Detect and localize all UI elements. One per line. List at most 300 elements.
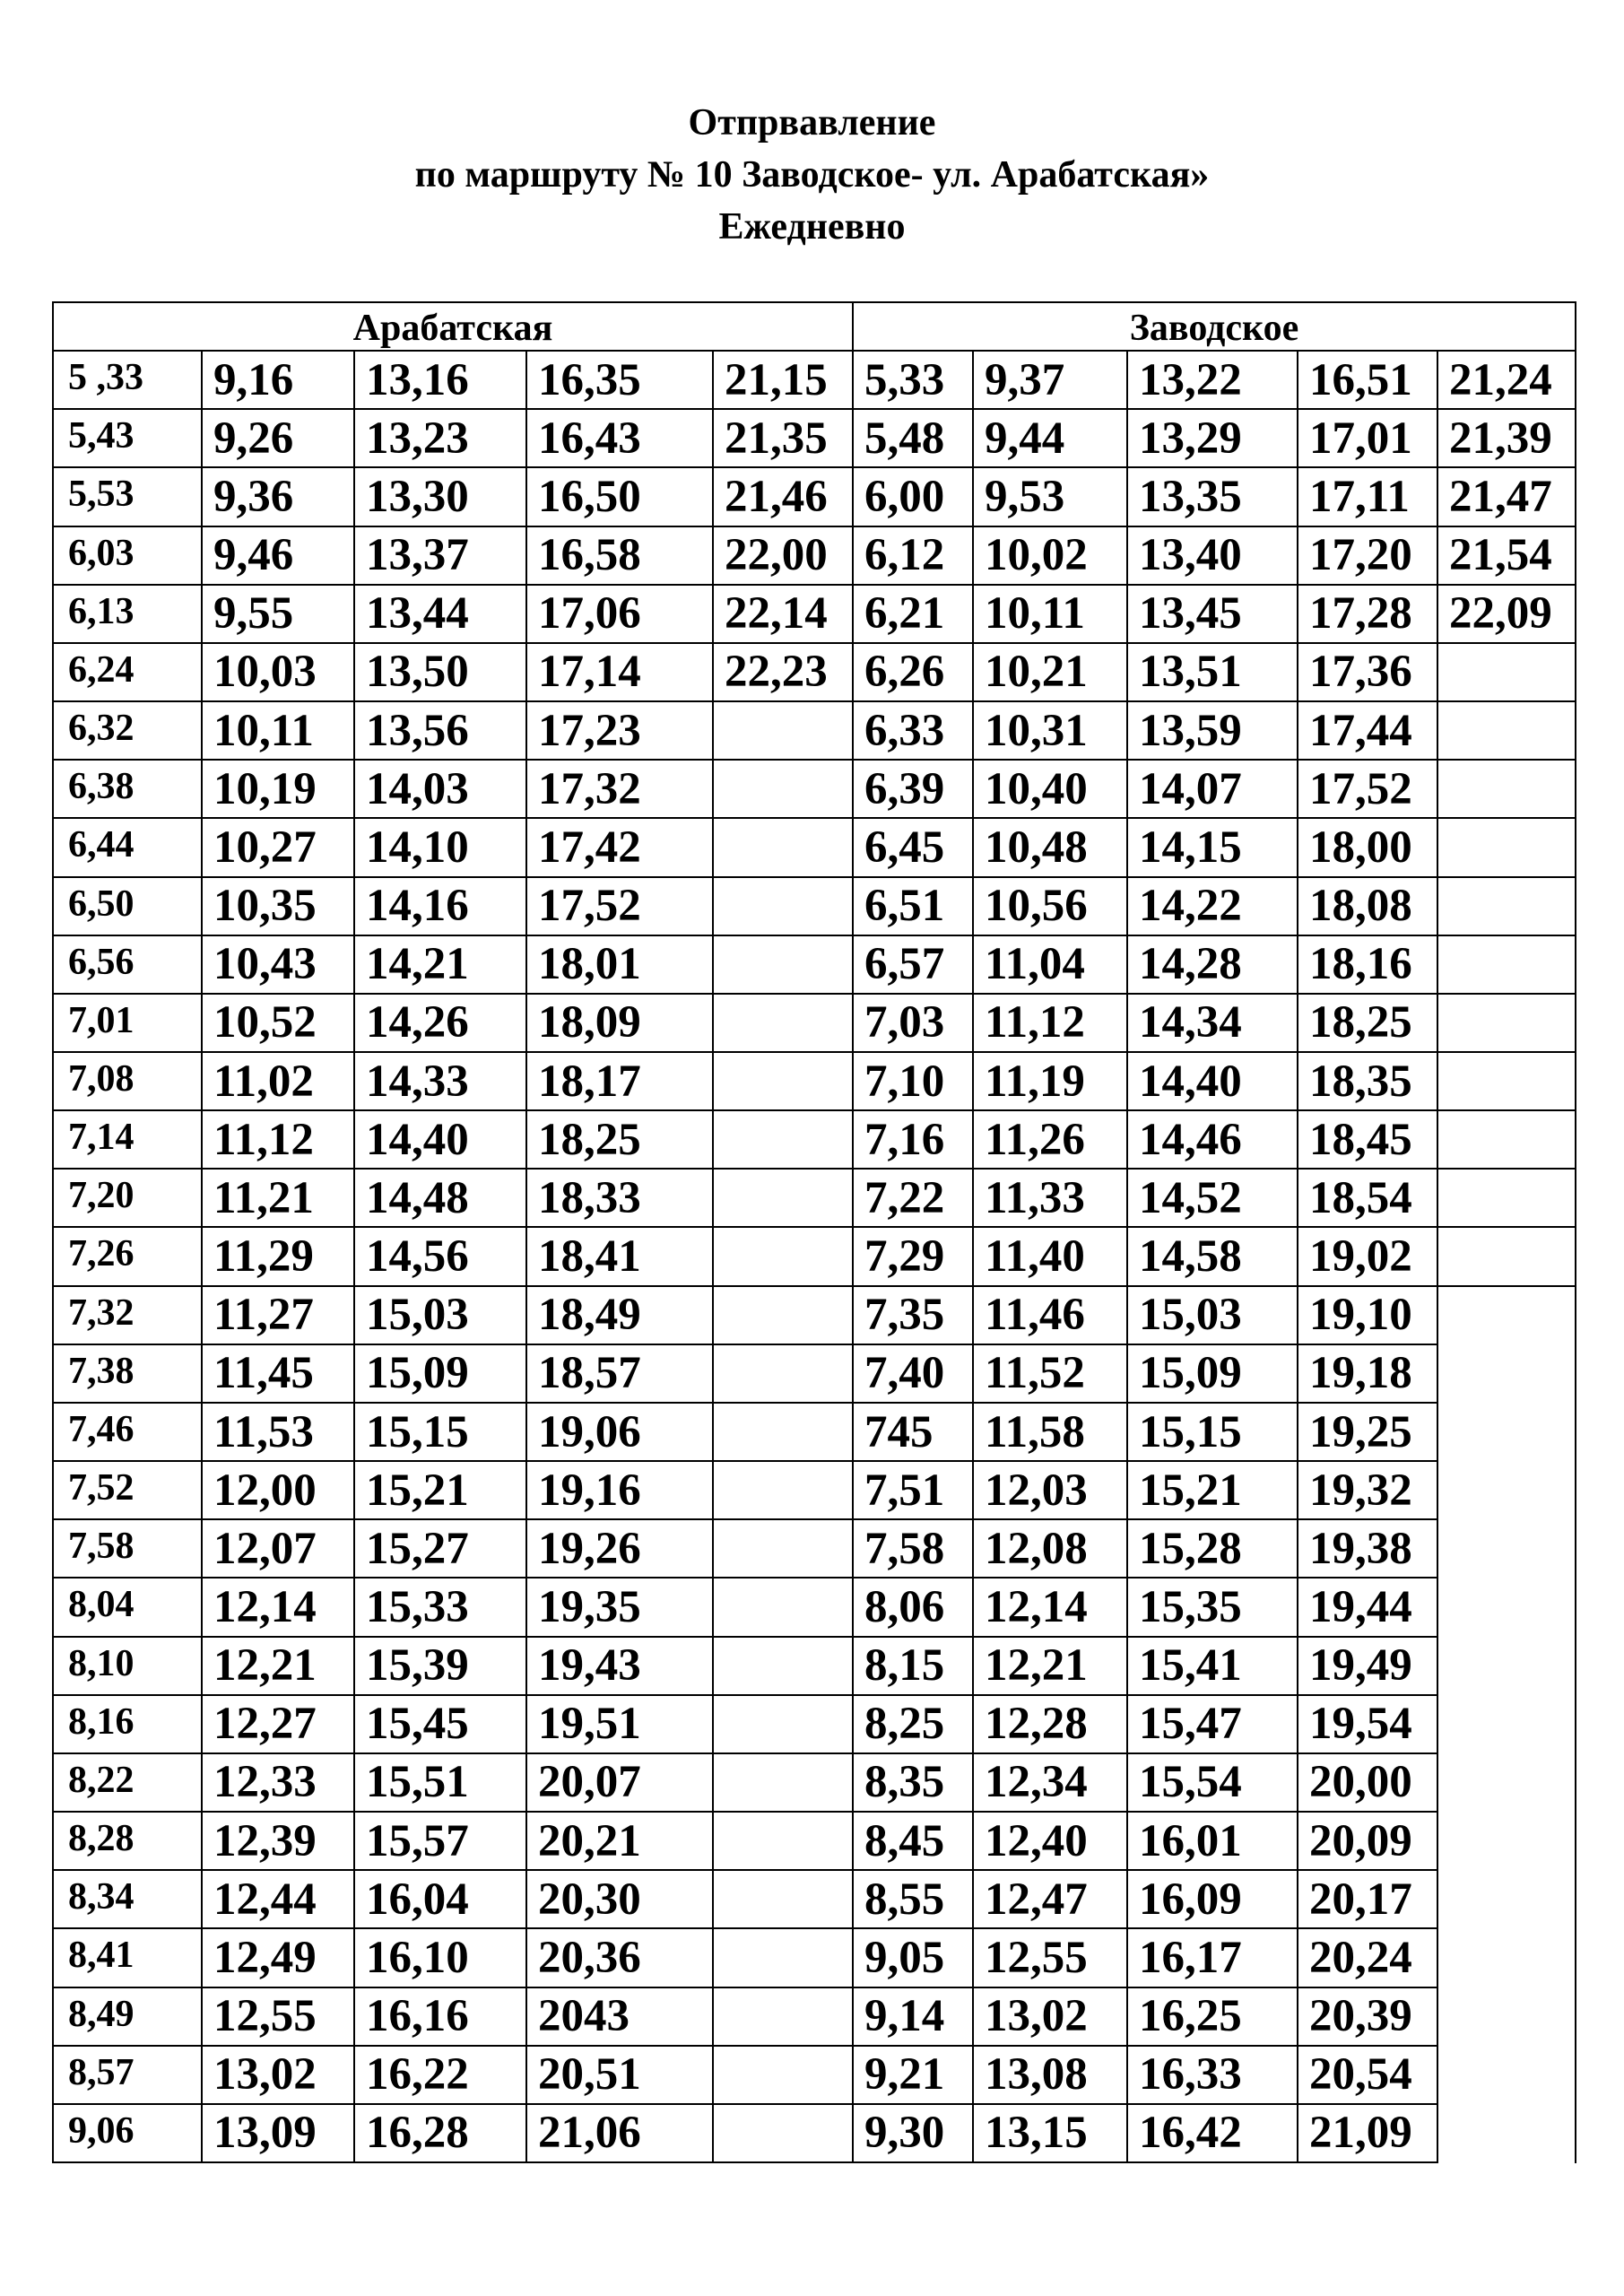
time-cell: 12,55 [202,1987,354,2046]
time-cell: 745 [853,1403,973,1461]
time-cell: 6,26 [853,643,973,701]
time-cell: 8,15 [853,1637,973,1695]
time-cell: 17,28 [1298,585,1437,643]
time-cell: 16,42 [1127,2104,1298,2162]
time-cell: 9,06 [53,2104,202,2162]
time-cell: 10,35 [202,877,354,935]
time-cell [713,1928,853,1987]
time-cell [1437,1227,1576,1285]
time-cell: 14,10 [354,818,526,876]
time-cell: 10,03 [202,643,354,701]
document-title [0,97,1624,253]
time-cell: 8,41 [53,1928,202,1987]
time-cell [1437,1110,1576,1169]
time-cell: 15,03 [354,1286,526,1344]
time-cell: 20,30 [526,1870,713,1928]
time-cell: 11,12 [202,1110,354,1169]
time-cell: 16,22 [354,2046,526,2104]
table-row [53,1987,1576,2046]
time-cell [1437,818,1576,876]
time-cell [1437,1169,1576,1227]
time-cell: 20,39 [1298,1987,1437,2046]
time-cell: 15,15 [1127,1403,1298,1461]
time-cell: 14,16 [354,877,526,935]
time-cell: 12,55 [973,1928,1127,1987]
time-cell: 17,01 [1298,409,1437,467]
table-row [53,1519,1576,1578]
time-cell: 19,32 [1298,1461,1437,1519]
time-cell: 21,06 [526,2104,713,2162]
time-cell: 9,14 [853,1987,973,2046]
time-cell: 10,48 [973,818,1127,876]
time-cell: 20,51 [526,2046,713,2104]
time-cell: 12,33 [202,1753,354,1812]
time-cell: 9,37 [973,351,1127,409]
time-cell: 13,44 [354,585,526,643]
time-cell: 8,06 [853,1578,973,1636]
time-cell: 10,19 [202,760,354,818]
time-cell: 10,21 [973,643,1127,701]
time-cell: 12,49 [202,1928,354,1987]
time-cell: 12,34 [973,1753,1127,1812]
time-cell [1437,643,1576,701]
time-cell: 7,29 [853,1227,973,1285]
time-cell: 15,21 [1127,1461,1298,1519]
time-cell: 12,00 [202,1461,354,1519]
time-cell: 17,52 [526,877,713,935]
time-cell: 6,32 [53,701,202,760]
table-row [53,1928,1576,1987]
table-row [53,1227,1576,1285]
time-cell: 18,57 [526,1344,713,1403]
time-cell [713,818,853,876]
time-cell: 7,52 [53,1461,202,1519]
time-cell: 11,46 [973,1286,1127,1344]
time-cell [713,1461,853,1519]
time-cell [713,1169,853,1227]
time-cell [713,877,853,935]
time-cell: 7,10 [853,1052,973,1110]
time-cell: 14,40 [354,1110,526,1169]
time-cell: 8,28 [53,1812,202,1870]
time-cell: 15,33 [354,1578,526,1636]
time-cell: 14,22 [1127,877,1298,935]
time-cell: 15,47 [1127,1695,1298,1753]
time-cell: 9,55 [202,585,354,643]
title-line-3: Ежедневно [718,206,906,248]
time-cell: 6,24 [53,643,202,701]
table-row [53,2104,1576,2162]
time-cell [713,1812,853,1870]
time-cell: 16,43 [526,409,713,467]
title-line-1: Отпрвавление [688,102,936,144]
table-row [53,1578,1576,1636]
table-row [53,1812,1576,1870]
time-cell: 13,30 [354,467,526,526]
time-cell: 16,01 [1127,1812,1298,1870]
time-cell: 7,58 [853,1519,973,1578]
timetable [52,301,1576,2163]
table-row [53,1637,1576,1695]
time-cell: 10,52 [202,994,354,1052]
time-cell: 20,54 [1298,2046,1437,2104]
time-cell: 13,23 [354,409,526,467]
time-cell: 14,46 [1127,1110,1298,1169]
time-cell: 13,22 [1127,351,1298,409]
table-row [53,1403,1576,1461]
time-cell: 17,23 [526,701,713,760]
time-cell: 8,55 [853,1870,973,1928]
time-cell: 19,38 [1298,1519,1437,1578]
time-cell: 12,47 [973,1870,1127,1928]
time-cell: 15,28 [1127,1519,1298,1578]
time-cell: 21,35 [713,409,853,467]
time-cell: 19,43 [526,1637,713,1695]
time-cell: 11,04 [973,935,1127,994]
time-cell: 7,16 [853,1110,973,1169]
time-cell: 14,40 [1127,1052,1298,1110]
time-cell: 7,40 [853,1344,973,1403]
table-row [53,1753,1576,1812]
time-cell: 8,57 [53,2046,202,2104]
time-cell: 5,48 [853,409,973,467]
time-cell: 8,22 [53,1753,202,1812]
time-cell: 8,49 [53,1987,202,2046]
time-cell: 22,09 [1437,585,1576,643]
time-cell: 9,53 [973,467,1127,526]
time-cell: 9,36 [202,467,354,526]
time-cell: 13,02 [973,1987,1127,2046]
time-cell: 6,44 [53,818,202,876]
timetable-body [53,302,1576,2162]
time-cell: 17,06 [526,585,713,643]
time-cell: 2043 [526,1987,713,2046]
time-cell [713,935,853,994]
time-cell [713,1987,853,2046]
table-row [53,701,1576,760]
time-cell: 6,13 [53,585,202,643]
time-cell: 6,33 [853,701,973,760]
table-row [53,1169,1576,1227]
time-cell: 13,35 [1127,467,1298,526]
time-cell: 12,03 [973,1461,1127,1519]
time-cell: 9,46 [202,526,354,585]
time-cell [713,760,853,818]
time-cell: 14,21 [354,935,526,994]
time-cell: 10,40 [973,760,1127,818]
time-cell: 18,25 [1298,994,1437,1052]
time-cell: 13,08 [973,2046,1127,2104]
empty-cell [1437,2104,1576,2162]
time-cell: 6,03 [53,526,202,585]
table-row [53,877,1576,935]
empty-cell [1437,1637,1576,1695]
time-cell: 13,02 [202,2046,354,2104]
time-cell: 6,21 [853,585,973,643]
time-cell: 19,18 [1298,1344,1437,1403]
time-cell: 19,16 [526,1461,713,1519]
time-cell: 11,40 [973,1227,1127,1285]
time-cell: 16,50 [526,467,713,526]
time-cell: 5 ,33 [53,351,202,409]
time-cell: 8,04 [53,1578,202,1636]
time-cell: 6,56 [53,935,202,994]
table-row [53,643,1576,701]
time-cell: 16,28 [354,2104,526,2162]
time-cell [1437,760,1576,818]
time-cell: 9,44 [973,409,1127,467]
time-cell: 13,29 [1127,409,1298,467]
time-cell: 12,14 [202,1578,354,1636]
time-cell: 19,49 [1298,1637,1437,1695]
time-cell: 12,27 [202,1695,354,1753]
time-cell: 7,46 [53,1403,202,1461]
time-cell: 17,52 [1298,760,1437,818]
time-cell: 12,39 [202,1812,354,1870]
time-cell: 12,44 [202,1870,354,1928]
time-cell: 18,54 [1298,1169,1437,1227]
time-cell: 16,17 [1127,1928,1298,1987]
column-group-arabatskaya: Арабатская [53,302,853,351]
time-cell: 18,35 [1298,1052,1437,1110]
time-cell: 11,27 [202,1286,354,1344]
time-cell: 13,15 [973,2104,1127,2162]
time-cell: 16,16 [354,1987,526,2046]
empty-cell [1437,1578,1576,1636]
time-cell: 14,33 [354,1052,526,1110]
time-cell [713,1519,853,1578]
time-cell: 7,32 [53,1286,202,1344]
time-cell: 17,42 [526,818,713,876]
empty-cell [1437,1812,1576,1870]
time-cell: 9,21 [853,2046,973,2104]
time-cell: 5,43 [53,409,202,467]
time-cell: 8,45 [853,1812,973,1870]
time-cell: 6,45 [853,818,973,876]
time-cell: 14,26 [354,994,526,1052]
empty-cell [1437,1286,1576,1344]
time-cell: 15,41 [1127,1637,1298,1695]
time-cell: 6,38 [53,760,202,818]
time-cell: 18,49 [526,1286,713,1344]
time-cell: 18,33 [526,1169,713,1227]
time-cell: 19,44 [1298,1578,1437,1636]
time-cell: 16,33 [1127,2046,1298,2104]
time-cell: 8,34 [53,1870,202,1928]
time-cell: 6,12 [853,526,973,585]
time-cell: 15,15 [354,1403,526,1461]
empty-cell [1437,1519,1576,1578]
time-cell: 10,31 [973,701,1127,760]
time-cell: 15,51 [354,1753,526,1812]
table-row [53,467,1576,526]
time-cell: 18,00 [1298,818,1437,876]
time-cell: 18,41 [526,1227,713,1285]
time-cell: 12,28 [973,1695,1127,1753]
time-cell [713,1286,853,1344]
empty-cell [1437,1403,1576,1461]
time-cell: 17,32 [526,760,713,818]
time-cell: 19,35 [526,1578,713,1636]
time-cell: 11,19 [973,1052,1127,1110]
time-cell: 17,11 [1298,467,1437,526]
time-cell: 18,25 [526,1110,713,1169]
table-row [53,1286,1576,1344]
time-cell: 21,39 [1437,409,1576,467]
time-cell: 11,02 [202,1052,354,1110]
time-cell: 11,58 [973,1403,1127,1461]
time-cell: 12,07 [202,1519,354,1578]
time-cell: 18,08 [1298,877,1437,935]
time-cell: 11,53 [202,1403,354,1461]
time-cell: 7,14 [53,1110,202,1169]
table-row [53,1695,1576,1753]
time-cell: 10,27 [202,818,354,876]
empty-cell [1437,1987,1576,2046]
time-cell: 21,46 [713,467,853,526]
time-cell: 18,01 [526,935,713,994]
time-cell: 13,37 [354,526,526,585]
time-cell: 15,54 [1127,1753,1298,1812]
time-cell: 22,00 [713,526,853,585]
time-cell: 20,17 [1298,1870,1437,1928]
time-cell: 18,16 [1298,935,1437,994]
time-cell [713,2104,853,2162]
time-cell: 21,47 [1437,467,1576,526]
time-cell: 19,06 [526,1403,713,1461]
time-cell: 14,56 [354,1227,526,1285]
time-cell: 13,50 [354,643,526,701]
time-cell: 13,45 [1127,585,1298,643]
time-cell: 19,02 [1298,1227,1437,1285]
time-cell [1437,935,1576,994]
time-cell: 7,38 [53,1344,202,1403]
time-cell: 14,48 [354,1169,526,1227]
time-cell: 17,36 [1298,643,1437,701]
table-row [53,2046,1576,2104]
table-row [53,1110,1576,1169]
time-cell: 22,14 [713,585,853,643]
table-row [53,818,1576,876]
time-cell: 14,28 [1127,935,1298,994]
time-cell: 12,21 [202,1637,354,1695]
time-cell: 10,02 [973,526,1127,585]
empty-cell [1437,1344,1576,1403]
time-cell: 17,44 [1298,701,1437,760]
time-cell: 10,43 [202,935,354,994]
time-cell: 7,35 [853,1286,973,1344]
time-cell: 19,26 [526,1519,713,1578]
time-cell: 5,53 [53,467,202,526]
table-row [53,1052,1576,1110]
time-cell: 11,12 [973,994,1127,1052]
time-cell: 11,26 [973,1110,1127,1169]
time-cell [1437,877,1576,935]
time-cell: 16,51 [1298,351,1437,409]
table-header-row [53,302,1576,351]
time-cell [1437,701,1576,760]
time-cell [713,1403,853,1461]
time-cell: 7,20 [53,1169,202,1227]
time-cell: 10,11 [202,701,354,760]
table-row [53,1461,1576,1519]
time-cell: 12,08 [973,1519,1127,1578]
table-row [53,1344,1576,1403]
time-cell: 21,24 [1437,351,1576,409]
time-cell: 16,58 [526,526,713,585]
time-cell [713,994,853,1052]
time-cell: 7,22 [853,1169,973,1227]
time-cell: 6,57 [853,935,973,994]
time-cell: 9,26 [202,409,354,467]
time-cell [713,1870,853,1928]
time-cell: 16,25 [1127,1987,1298,2046]
time-cell: 20,36 [526,1928,713,1987]
time-cell: 20,21 [526,1812,713,1870]
time-cell: 15,27 [354,1519,526,1578]
time-cell: 15,57 [354,1812,526,1870]
time-cell: 19,51 [526,1695,713,1753]
time-cell: 18,45 [1298,1110,1437,1169]
time-cell: 12,21 [973,1637,1127,1695]
time-cell: 6,51 [853,877,973,935]
table-row [53,935,1576,994]
time-cell: 13,51 [1127,643,1298,701]
time-cell [713,1344,853,1403]
time-cell [713,2046,853,2104]
time-cell: 13,40 [1127,526,1298,585]
empty-cell [1437,1753,1576,1812]
time-cell: 15,21 [354,1461,526,1519]
time-cell [713,1753,853,1812]
time-cell: 20,24 [1298,1928,1437,1987]
time-cell: 6,50 [53,877,202,935]
table-row [53,585,1576,643]
time-cell: 10,56 [973,877,1127,935]
time-cell: 20,00 [1298,1753,1437,1812]
time-cell: 18,09 [526,994,713,1052]
time-cell: 19,25 [1298,1403,1437,1461]
empty-cell [1437,1928,1576,1987]
time-cell [713,1052,853,1110]
time-cell: 22,23 [713,643,853,701]
time-cell: 8,16 [53,1695,202,1753]
time-cell: 7,51 [853,1461,973,1519]
time-cell [713,701,853,760]
time-cell: 6,39 [853,760,973,818]
table-row [53,760,1576,818]
time-cell: 21,09 [1298,2104,1437,2162]
table-row [53,1870,1576,1928]
time-cell: 14,03 [354,760,526,818]
time-cell: 7,03 [853,994,973,1052]
time-cell: 16,09 [1127,1870,1298,1928]
time-cell [713,1578,853,1636]
empty-cell [1437,1695,1576,1753]
time-cell: 16,04 [354,1870,526,1928]
time-cell [713,1695,853,1753]
time-cell: 14,07 [1127,760,1298,818]
time-cell: 15,39 [354,1637,526,1695]
time-cell: 9,30 [853,2104,973,2162]
time-cell: 8,35 [853,1753,973,1812]
time-cell: 20,07 [526,1753,713,1812]
time-cell: 15,03 [1127,1286,1298,1344]
table-row [53,994,1576,1052]
time-cell: 16,35 [526,351,713,409]
time-cell: 6,00 [853,467,973,526]
time-cell: 11,45 [202,1344,354,1403]
